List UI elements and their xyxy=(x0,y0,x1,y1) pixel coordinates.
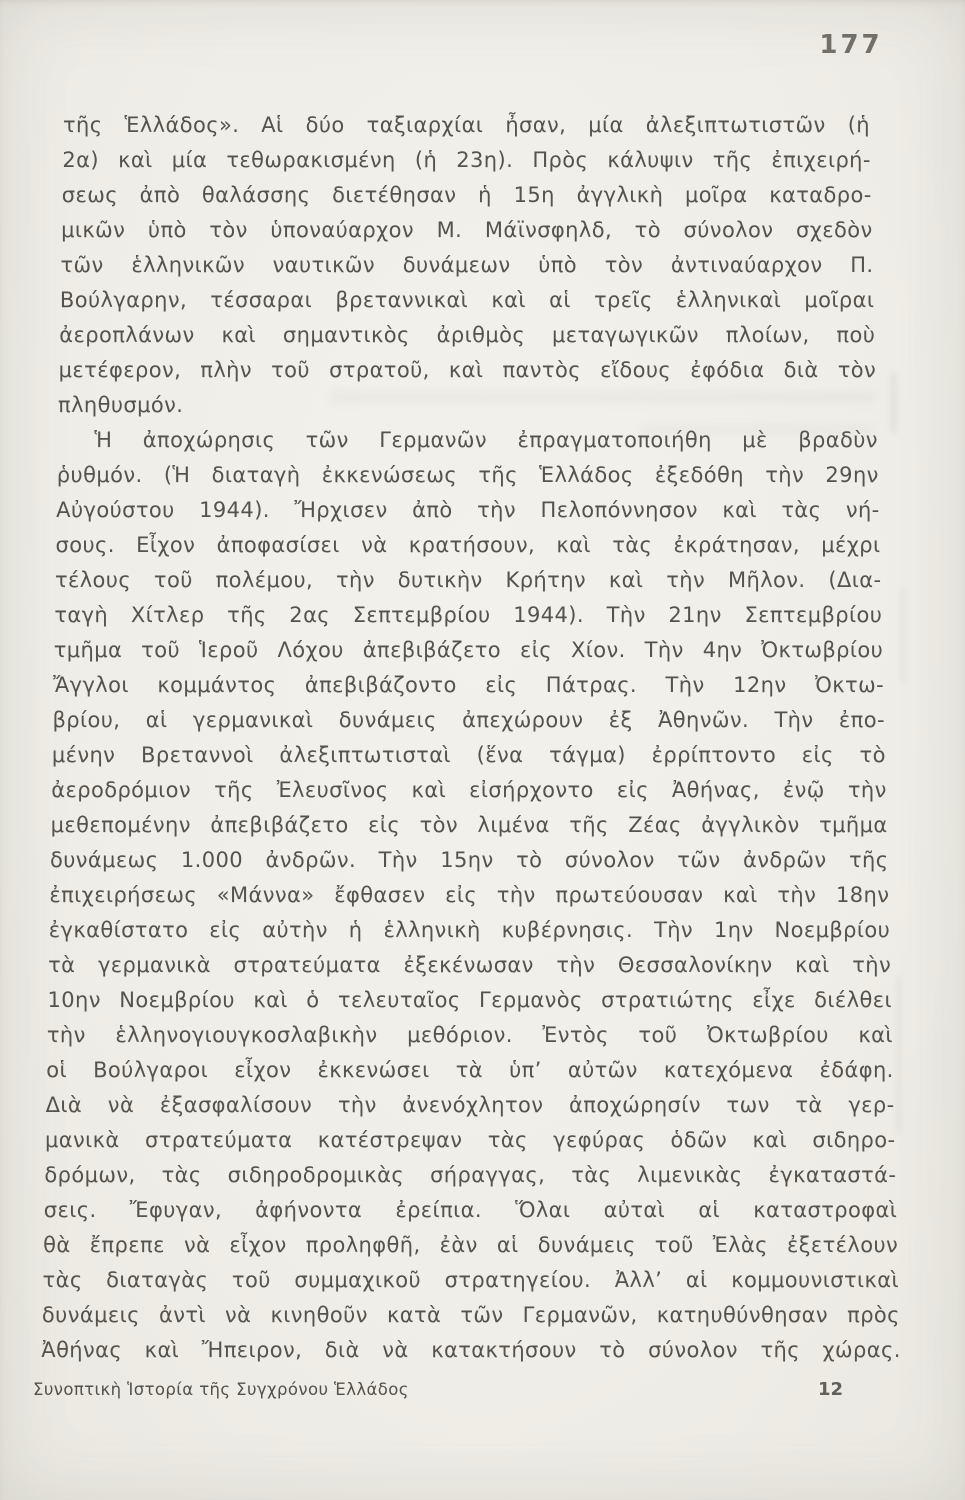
text-line: τὴν ἑλληνογιουγκοσλαβικὴν μεθόριον. Ἐντὸς τοῦ Ὀκτωβρίου καὶ xyxy=(46,1023,893,1047)
text-line: τμῆμα τοῦ Ἱεροῦ Λόχου ἀπεβιβάζετο εἰς Χίον. Τὴν 4ην Ὀκτωβρίου xyxy=(53,638,884,662)
text-line: Αὐγούστου 1944). Ἤρχισεν ἀπὸ τὴν Πελοπόννησον καὶ τὰς νή- xyxy=(56,498,880,522)
text-line: δρόμων, τὰς σιδηροδρομικὰς σήραγγας, τὰς λιμενικὰς ἐγκαταστά- xyxy=(44,1163,897,1187)
text-line: οἱ Βούλγαροι εἶχον ἐκκενώσει τὰ ὑπ’ αὐτῶν κατεχόμενα ἐδάφη. xyxy=(46,1058,894,1082)
text-line: μένην Βρεταννοὶ ἀλεξιπτωτισταὶ (ἕνα τάγμα) ἐρρίπτοντο εἰς τὸ xyxy=(51,743,886,767)
text-line: ἀεροπλάνων καὶ σημαντικὸς ἀριθμὸς μεταγωγικῶν πλοίων, ποὺ xyxy=(59,323,876,347)
text-line: Βούλγαρην, τέσσαραι βρεταννικαὶ καὶ αἱ τρεῖς ἑλληνικαὶ μοῖραι xyxy=(59,288,875,312)
page-number: 177 xyxy=(819,30,883,60)
footer xyxy=(33,1379,843,1400)
text-line: Ἄγγλοι κομμάντος ἀπεβιβάζοντο εἰς Πάτρας. Τὴν 12ην Ὀκτω- xyxy=(53,673,885,697)
text-line: μικῶν ὑπὸ τὸν ὑποναύαρχον Μ. Μάϊνσφηλδ, τὸ σύνολον σχεδὸν xyxy=(61,218,873,242)
text-line: θὰ ἔπρεπε νὰ εἶχον προληφθῆ, ἐὰν αἱ δυνάμεις τοῦ Ἐλὰς ἐξετέλουν xyxy=(43,1233,899,1257)
text-line: ἐγκαθίστατο εἰς αὐτὴν ἡ ἑλληνικὴ κυβέρνησις. Τὴν 1ην Νοεμβρίου xyxy=(48,918,891,942)
text-line: δυνάμεως 1.000 ἀνδρῶν. Τὴν 15ην τὸ σύνολον τῶν ἀνδρῶν τῆς xyxy=(49,848,889,872)
text-line: τέλους τοῦ πολέμου, τὴν δυτικὴν Κρήτην καὶ τὴν Μῆλον. (Δια- xyxy=(54,568,882,592)
text-line: σεις. Ἔφυγαν, ἀφήνοντα ἐρείπια. Ὅλαι αὐταὶ αἱ καταστροφαὶ xyxy=(43,1198,898,1222)
footer-book-title: Συνοπτικὴ Ἱστορία τῆς Συγχρόνου Ἑλλάδος xyxy=(33,1380,409,1399)
text-line: Διὰ νὰ ἐξασφαλίσουν τὴν ἀνενόχλητον ἀποχώρησίν των τὰ γερ- xyxy=(45,1093,895,1117)
text-line: 2α) καὶ μία τεθωρακισμένη (ἡ 23η). Πρὸς κάλυψιν τῆς ἐπιχειρή- xyxy=(62,148,871,172)
text-line: μανικὰ στρατεύματα κατέστρεψαν τὰς γεφύρας ὁδῶν καὶ σιδηρο- xyxy=(45,1128,896,1152)
text-line: ταγὴ Χίτλερ τῆς 2ας Σεπτεμβρίου 1944). Τὴν 21ην Σεπτεμβρίου xyxy=(54,603,883,627)
text-line: μετέφερον, πλὴν τοῦ στρατοῦ, καὶ παντὸς εἴδους ἐφόδια διὰ τὸν xyxy=(58,358,877,382)
text-line: Ἡ ἀποχώρησις τῶν Γερμανῶν ἐπραγματοποιήθη μὲ βραδὺν xyxy=(94,428,878,452)
text-line: σους. Εἶχον ἀποφασίσει νὰ κρατήσουν, καὶ τὰς ἐκράτησαν, μέχρι xyxy=(55,533,881,557)
text-line: Ἀθήνας καὶ Ἤπειρον, διὰ νὰ κατακτήσουν τὸ σύνολον τῆς χώρας. xyxy=(41,1338,901,1362)
text-line: βρίου, αἱ γερμανικαὶ δυνάμεις ἀπεχώρουν ἐξ Ἀθηνῶν. Τὴν ἐπο- xyxy=(52,708,885,732)
text-line: τῆς Ἑλλάδος». Αἱ δύο ταξιαρχίαι ἦσαν, μία ἀλεξιπτωτιστῶν (ἡ xyxy=(63,113,870,137)
text-block xyxy=(0,108,965,1368)
text-line: μεθεπομένην ἀπεβιβάζετο εἰς τὸν λιμένα τῆς Ζέας ἀγγλικὸν τμῆμα xyxy=(50,813,888,837)
text-line: ἀεροδρόμιον τῆς Ἐλευσῖνος καὶ εἰσήρχοντο εἰς Ἀθήνας, ἐνῷ τὴν xyxy=(51,778,887,802)
text-line: ἐπιχειρήσεως «Μάννα» ἔφθασεν εἰς τὴν πρωτεύουσαν καὶ τὴν 18ην xyxy=(49,883,890,907)
text-line: σεως ἀπὸ θαλάσσης διετέθησαν ἡ 15η ἀγγλικὴ μοῖρα καταδρο- xyxy=(61,183,872,207)
text-line: πληθυσμόν. xyxy=(58,393,184,417)
text-line: τὰ γερμανικὰ στρατεύματα ἐξεκένωσαν τὴν Θεσσαλονίκην καὶ τὴν xyxy=(48,953,892,977)
footer-signature-number: 12 xyxy=(817,1379,843,1400)
text-line: τὰς διαταγὰς τοῦ συμμαχικοῦ στρατηγείου. Ἀλλ’ αἱ κομμουνιστικαὶ xyxy=(42,1268,900,1292)
text-line: δυνάμεις ἀντὶ νὰ κινηθοῦν κατὰ τῶν Γερμανῶν, κατηυθύνθησαν πρὸς xyxy=(41,1303,900,1327)
text-line: τῶν ἑλληνικῶν ναυτικῶν δυνάμεων ὑπὸ τὸν ἀντιναύαρχον Π. xyxy=(60,253,874,277)
text-line: 10ην Νοεμβρίου καὶ ὁ τελευταῖος Γερμανὸς στρατιώτης εἶχε διέλθει xyxy=(47,988,892,1012)
text-line: ῥυθμόν. (Ἡ διαταγὴ ἐκκενώσεως τῆς Ἑλλάδος ἐξεδόθη τὴν 29ην xyxy=(56,463,879,487)
